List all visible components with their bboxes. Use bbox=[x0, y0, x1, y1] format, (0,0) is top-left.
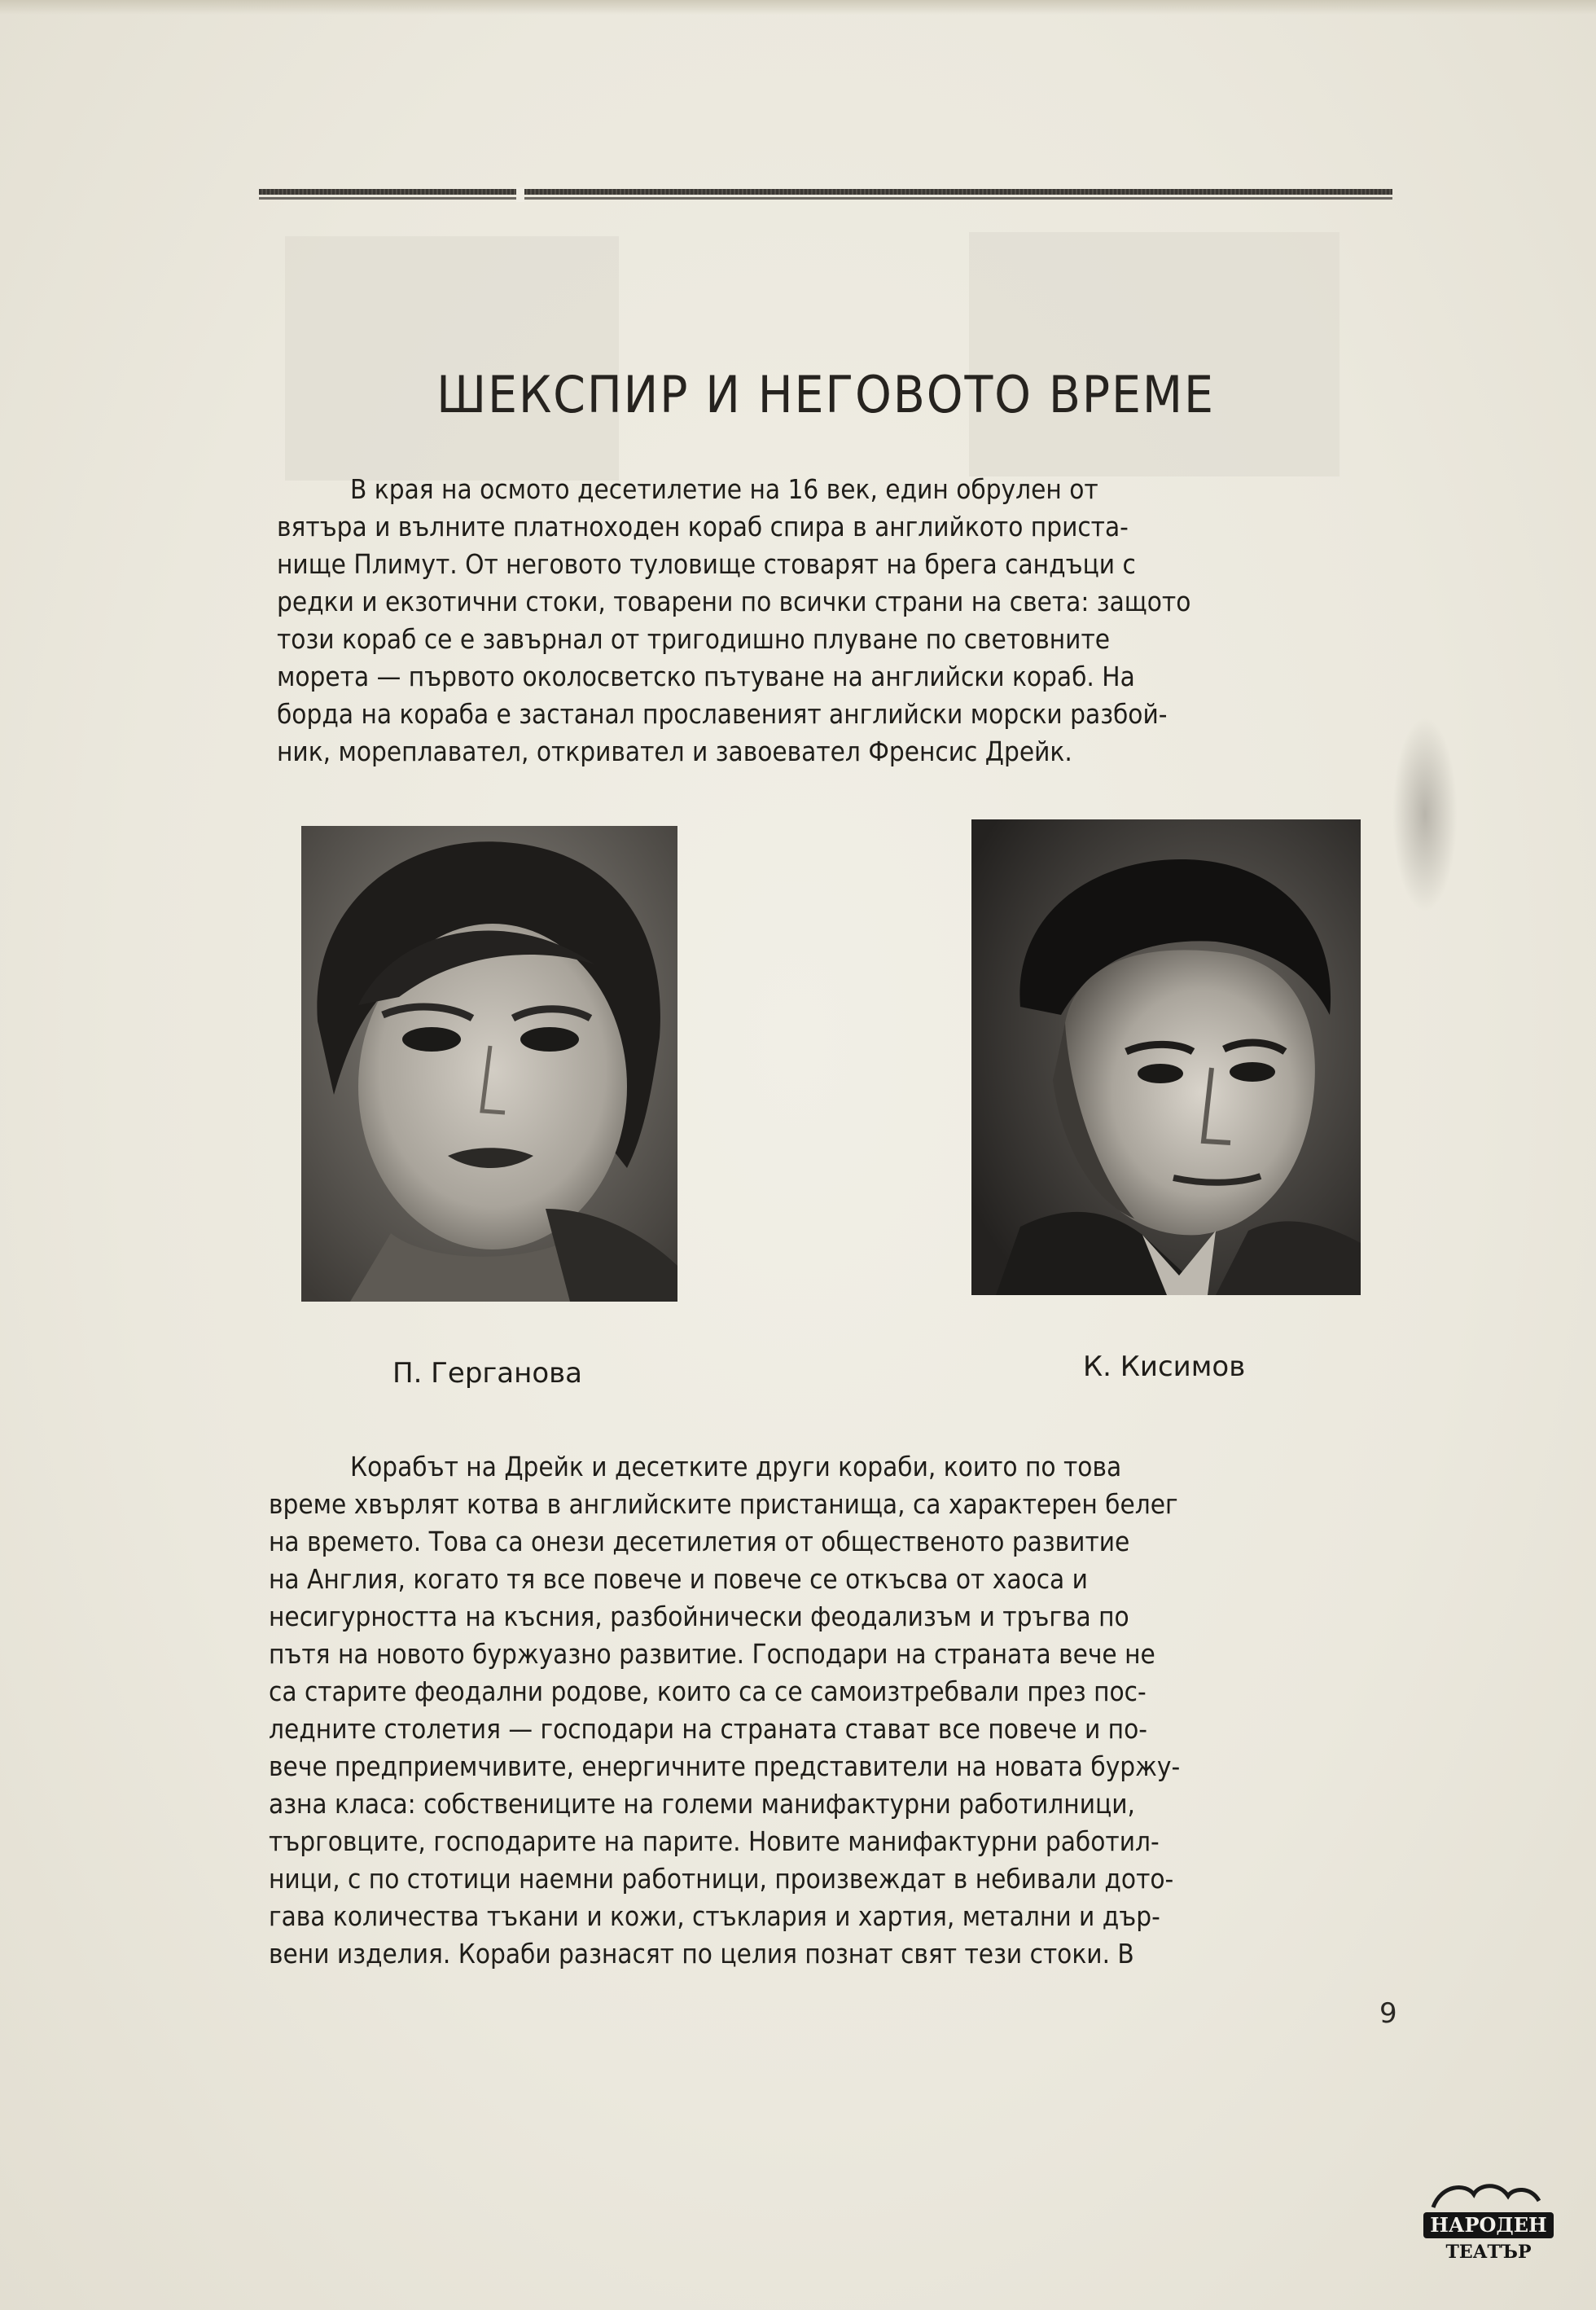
text-line: гава количества тъкани и кожи, стъклария и хартия, метални и дър- bbox=[269, 1900, 1160, 1932]
bleed-through-photo-left bbox=[285, 236, 619, 481]
stamp-line2: ТЕАТЪР bbox=[1445, 2242, 1532, 2263]
portrait-woman-image bbox=[301, 826, 677, 1302]
portrait-photo-gerganova bbox=[301, 826, 677, 1302]
text-line: са старите феодални родове, които са се самоизтребвали през пос- bbox=[269, 1675, 1147, 1707]
portrait-photo-kisimov bbox=[971, 819, 1361, 1295]
text-line: ник, мореплавател, откривател и завоевател Френсис Дрейк. bbox=[277, 736, 1072, 767]
text-line: вятъра и вълните платноходен кораб спира в английкото приста- bbox=[277, 511, 1129, 542]
text-line: борда на кораба е застанал прославеният английски морски разбой- bbox=[277, 698, 1168, 730]
article-title: ШЕКСПИР И НЕГОВОТО ВРЕМЕ bbox=[436, 365, 1215, 424]
text-line: ледните столетия — господари на страната стават все повече и по- bbox=[269, 1713, 1147, 1745]
stamp-line1: НАРОДЕН bbox=[1430, 2213, 1547, 2237]
text-line: търговците, господарите на парите. Новите манифактурни работил- bbox=[269, 1825, 1160, 1857]
national-theatre-stamp bbox=[1417, 2180, 1560, 2266]
text-line: на Англия, когато тя все повече и повече се откъсва от хаоса и bbox=[269, 1563, 1088, 1595]
text-line: нище Плимут. От неговото туловище стоварят на брега сандъци с bbox=[277, 548, 1136, 580]
paper-smudge bbox=[1392, 717, 1458, 912]
text-line: пътя на новото буржуазно развитие. Господари на страната вече не bbox=[269, 1638, 1155, 1670]
text-line: В края на осмото десетилетие на 16 век, един обрулен от bbox=[350, 473, 1098, 505]
text-line: вени изделия. Кораби разнасят по целия познат свят тези стоки. В bbox=[269, 1938, 1134, 1970]
top-decorative-rule bbox=[259, 189, 1392, 200]
text-line: морета — първото околосветско пътуване на английски кораб. На bbox=[277, 661, 1135, 692]
text-line: несигурността на късния, разбойнически феодализъм и тръгва по bbox=[269, 1601, 1129, 1632]
text-line: вече предприемчивите, енергичните представители на новата буржу- bbox=[269, 1750, 1181, 1782]
portrait-man-image bbox=[971, 819, 1361, 1295]
text-line: редки и екзотични стоки, товарени по всички страни на света: защото bbox=[277, 586, 1191, 617]
text-line: ници, с по стотици наемни работници, произвеждат в небивали дото- bbox=[269, 1863, 1174, 1895]
intro-paragraph bbox=[277, 471, 1396, 771]
page-number: 9 bbox=[1379, 1997, 1397, 2030]
page-edge bbox=[0, 0, 1596, 15]
text-line: Корабът на Дрейк и десетките други кораби, които по това bbox=[350, 1451, 1122, 1482]
text-line: този кораб се е завърнал от тригодишно плуване по световните bbox=[277, 623, 1110, 655]
body-paragraph bbox=[269, 1448, 1401, 1973]
caption-right: К. Кисимов bbox=[1083, 1350, 1246, 1383]
caption-left: П. Герганова bbox=[392, 1357, 583, 1390]
stamp-logo-icon bbox=[1417, 2180, 1560, 2266]
text-line: време хвърлят котва в английските пристанища, са характерен белег bbox=[269, 1488, 1178, 1520]
text-line: азна класа: собствениците на големи манифактурни работилници, bbox=[269, 1788, 1135, 1820]
text-line: на времето. Това са онези десетилетия от общественото развитие bbox=[269, 1526, 1130, 1557]
bleed-through-photo-right bbox=[969, 232, 1340, 476]
